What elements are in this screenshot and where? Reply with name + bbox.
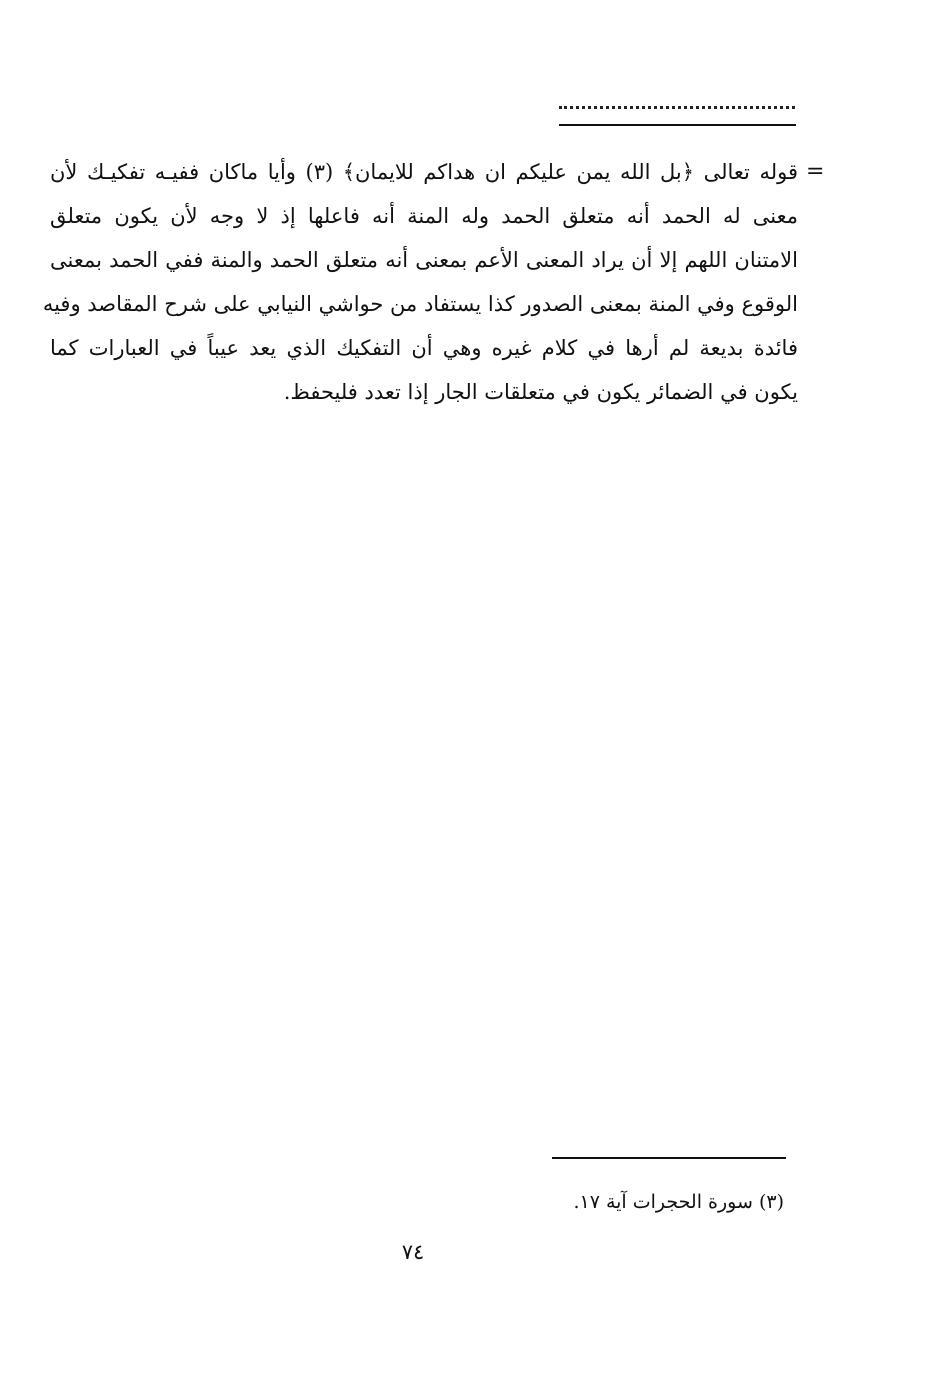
text-line: معنى له الحمد أنه متعلق الحمد وله المنة أنه فاعلها إذ لا وجه لأن يكون متعلق — [50, 204, 798, 228]
text-line: يكون في الضمائر يكون في متعلقات الجار إذا تعدد فليحفظ. — [283, 380, 798, 404]
text-line: الامتنان اللهم إلا أن يراد المعنى الأعم بمعنى أنه متعلق الحمد والمنة ففي الحمد بمعنى — [50, 248, 798, 272]
text-line: فائدة بديعة لم أرها في كلام غيره وهي أن التفكيك الذي يعد عيباً في العبارات كما — [50, 336, 798, 360]
text-line: الوقوع وفي المنة بمعنى الصدور كذا يستفاد من حواشي النيابي على شرح المقاصد وفيه — [42, 292, 798, 316]
header-dotted-rule — [559, 92, 795, 109]
body-paragraph — [42, 150, 798, 414]
footnote: (٣) سورة الحجرات آية ١٧. — [573, 1191, 784, 1213]
page-number: ٧٤ — [401, 1240, 425, 1264]
continuation-mark: = — [806, 159, 825, 184]
footnote-rule — [552, 1157, 786, 1159]
text-line: قوله تعالى ﴿بل الله يمن عليكم ان هداكم للايمان﴾ (٣) وأيا ماكان ففيـه تفكيـك لأن — [50, 160, 798, 184]
header-rule — [559, 124, 796, 126]
